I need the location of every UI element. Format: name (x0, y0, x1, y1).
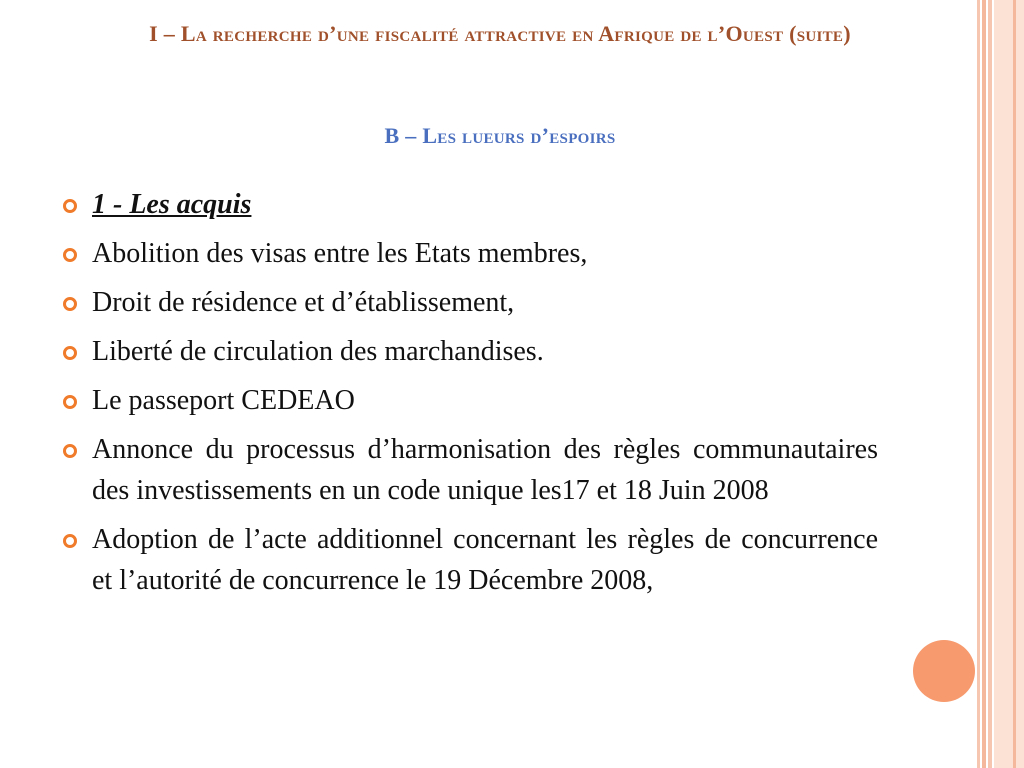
bullet-icon (63, 199, 77, 213)
bullet-item (60, 519, 878, 601)
border-stripe (994, 0, 1024, 768)
bullet-icon (63, 248, 77, 262)
bullet-icon (63, 444, 77, 458)
bullet-icon (63, 346, 77, 360)
bullet-item (60, 380, 878, 421)
bullet-icon (63, 395, 77, 409)
bullet-text: Abolition des visas entre les Etats membres, (92, 238, 588, 269)
bullet-text: Droit de résidence et d’établissement, (92, 287, 515, 318)
border-stripe (988, 0, 992, 768)
bullet-text: Liberté de circulation des marchandises. (92, 336, 544, 367)
slide-subtitle: B – Les lueurs d’espoirs (384, 123, 616, 148)
decorative-circle (913, 640, 975, 702)
border-stripe (977, 0, 980, 768)
bullet-item (60, 331, 878, 372)
slide-title: I – La recherche d’une fiscalité attractive en Afrique de l’Ouest (suite) (149, 21, 851, 46)
bullet-item (60, 282, 878, 323)
border-stripe (982, 0, 986, 768)
bullet-icon (63, 297, 77, 311)
bullet-text: Adoption de l’acte additionnel concernant les règles de concurrence et l’autorité de concurrence le 19 Décembre 2008, (92, 524, 878, 596)
bullet-icon (63, 534, 77, 548)
bullet-item (60, 233, 878, 274)
bullet-item (60, 429, 878, 511)
bullet-heading: 1 - Les acquis (92, 189, 252, 220)
bullet-text: Le passeport CEDEAO (92, 385, 355, 416)
bullet-list (60, 184, 878, 609)
border-stripe (1013, 0, 1016, 768)
bullet-text: Annonce du processus d’harmonisation des règles communautaires des investissements en un code unique les17 et 18 Juin 2008 (92, 434, 878, 506)
bullet-item (60, 184, 878, 225)
